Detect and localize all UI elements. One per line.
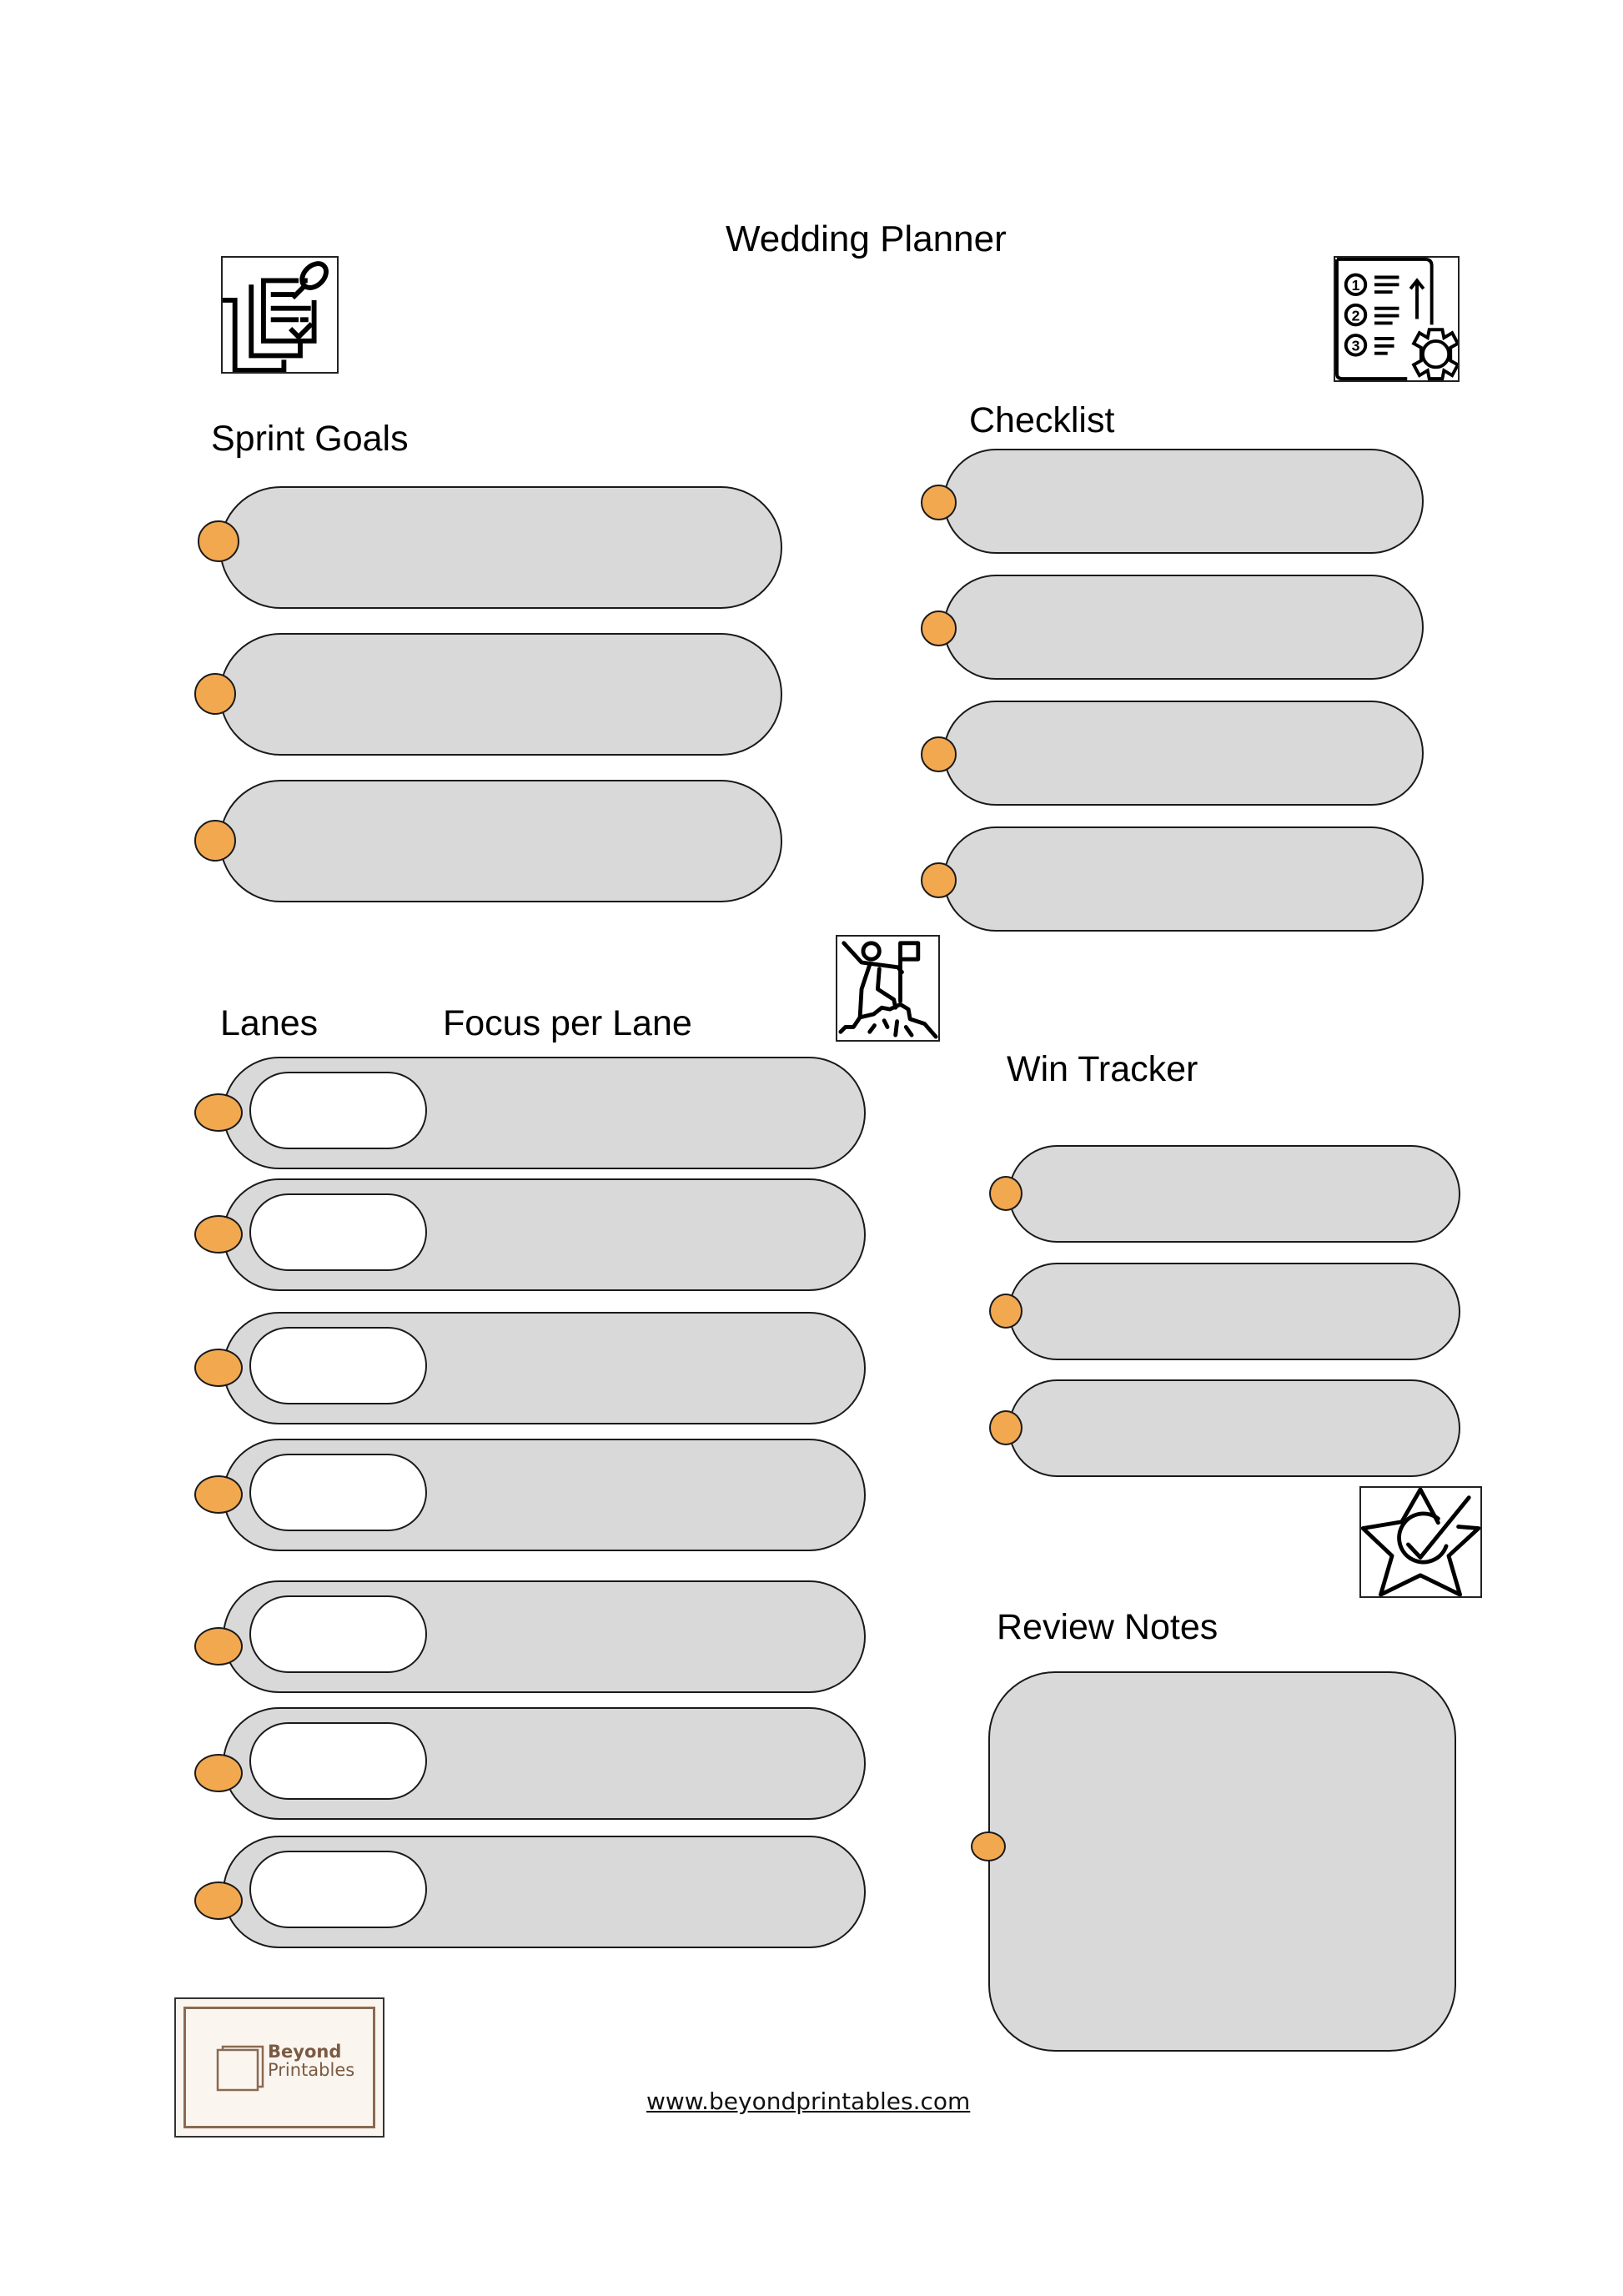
star-check-icon xyxy=(1359,1486,1482,1598)
checklist-field-3[interactable] xyxy=(943,701,1424,806)
bullet-dot xyxy=(194,1349,243,1387)
bullet-dot xyxy=(989,1294,1023,1329)
checklist-field-2[interactable] xyxy=(943,575,1424,680)
bullet-dot xyxy=(989,1410,1023,1445)
review-notes-field[interactable] xyxy=(988,1671,1456,2052)
checklist-heading: Checklist xyxy=(969,400,1115,440)
svg-text:3: 3 xyxy=(1351,337,1360,354)
bullet-dot xyxy=(194,1627,243,1665)
sprint-goals-heading: Sprint Goals xyxy=(211,419,409,459)
sprint-goal-field-3[interactable] xyxy=(219,780,782,902)
win-tracker-field-1[interactable] xyxy=(1008,1145,1460,1243)
lanes-heading: Lanes xyxy=(220,1003,319,1043)
bullet-dot xyxy=(194,1754,243,1792)
lane-name-field-5[interactable] xyxy=(249,1595,427,1673)
brand-logo xyxy=(174,1997,384,2138)
svg-text:2: 2 xyxy=(1351,307,1360,324)
sprint-goal-field-2[interactable] xyxy=(219,633,782,756)
lane-name-field-2[interactable] xyxy=(249,1193,427,1271)
bullet-dot xyxy=(194,1882,243,1920)
logo-text xyxy=(268,2042,354,2079)
review-notes-heading: Review Notes xyxy=(997,1607,1219,1647)
win-tracker-field-2[interactable] xyxy=(1008,1263,1460,1360)
climber-flag-icon xyxy=(836,935,940,1042)
layered-squares-icon xyxy=(216,2045,264,2092)
focus-per-lane-heading: Focus per Lane xyxy=(443,1003,692,1043)
bullet-dot xyxy=(921,610,957,646)
website-link[interactable]: www.beyondprintables.com xyxy=(646,2088,971,2115)
lane-name-field-3[interactable] xyxy=(249,1327,427,1404)
checklist-field-4[interactable] xyxy=(943,826,1424,932)
logo-line-1: Beyond xyxy=(268,2042,342,2062)
bullet-dot xyxy=(194,673,236,715)
bullet-dot xyxy=(921,485,957,520)
lane-name-field-4[interactable] xyxy=(249,1454,427,1531)
bullet-dot xyxy=(921,736,957,772)
bullet-dot xyxy=(194,1475,243,1514)
logo-line-2: Printables xyxy=(268,2060,355,2080)
page-title: Wedding Planner xyxy=(726,219,1007,259)
bullet-dot xyxy=(198,520,239,562)
lane-name-field-7[interactable] xyxy=(249,1851,427,1928)
bullet-dot xyxy=(194,1093,243,1132)
sprint-goal-field-1[interactable] xyxy=(219,486,782,609)
checklist-field-1[interactable] xyxy=(943,449,1424,554)
lane-name-field-1[interactable] xyxy=(249,1072,427,1149)
clipboard-pin-icon xyxy=(221,256,339,374)
win-tracker-field-3[interactable] xyxy=(1008,1379,1460,1477)
bullet-dot xyxy=(194,820,236,862)
svg-text:1: 1 xyxy=(1351,277,1360,294)
bullet-dot xyxy=(971,1831,1006,1861)
numbered-list-gear-icon xyxy=(1334,256,1460,382)
bullet-dot xyxy=(989,1176,1023,1211)
bullet-dot xyxy=(194,1215,243,1254)
lane-name-field-6[interactable] xyxy=(249,1722,427,1800)
win-tracker-heading: Win Tracker xyxy=(1007,1049,1198,1089)
bullet-dot xyxy=(921,862,957,898)
